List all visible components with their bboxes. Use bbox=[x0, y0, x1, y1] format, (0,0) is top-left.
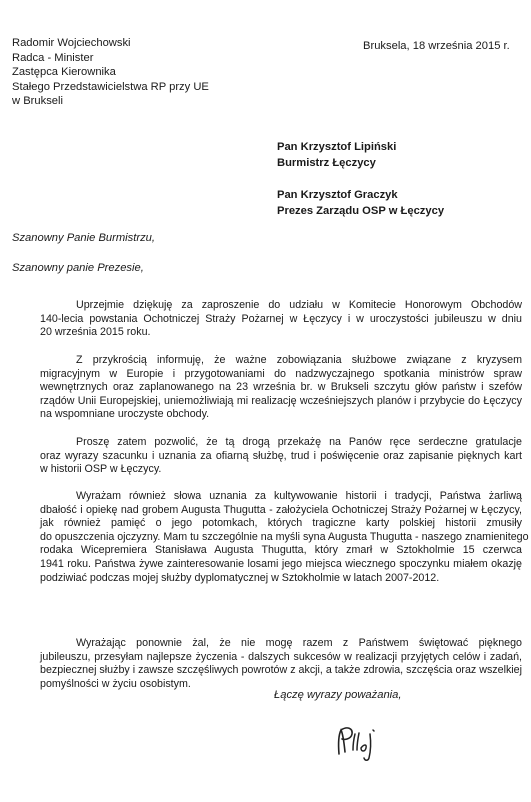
sender-city: w Brukseli bbox=[12, 95, 63, 108]
recipients-block bbox=[277, 140, 444, 219]
recipient-name: Pan Krzysztof Lipiński bbox=[277, 141, 397, 153]
salutation-mayor: Szanowny Panie Burmistrzu, bbox=[12, 232, 156, 244]
date-line: Bruksela, 18 września 2015 r. bbox=[363, 40, 510, 52]
paragraph-line: Wyrażając ponownie żal, że nie mogę razem z Państwem świętować pięknego bbox=[76, 637, 522, 649]
paragraph-line: jak również pamięć o jego potomkach, których tragiczne karty polskiej historii zmusiły bbox=[40, 517, 522, 530]
salutation-president: Szanowny panie Prezesie, bbox=[12, 262, 144, 274]
paragraph-congratulations bbox=[40, 436, 522, 477]
paragraph-line: na wspomniane uroczyste obchody. bbox=[40, 408, 210, 421]
closing-phrase: Łączę wyrazy poważania, bbox=[274, 689, 402, 701]
handwritten-signature bbox=[333, 720, 381, 762]
paragraph-line: rodaka Wicepremiera Stanisława Augusta Thugutta, który zmarł w Sztokholmie 15 czerwca bbox=[40, 544, 522, 557]
paragraph-line: pomyślności w życiu osobistym. bbox=[40, 677, 191, 690]
paragraph-line: migracyjnym w Europie i przygotowaniami do nadzwyczajnego spotkania ministrów spraw bbox=[40, 367, 522, 380]
sender-title: Radca - Minister bbox=[12, 51, 94, 64]
paragraph-thanks bbox=[40, 299, 522, 340]
sender-position: Zastępca Kierownika bbox=[12, 66, 116, 79]
paragraph-line: Uprzejmie dziękuję za zaproszenie do udziału w Komitecie Honorowym Obchodów bbox=[76, 299, 522, 311]
paragraph-line: Z przykrością informuję, że ważne zobowiązania służbowe związane z kryzysem bbox=[76, 354, 522, 366]
paragraph-line: 1941 roku. Państwa żywe zainteresowanie losami jego miejsca wiecznego spoczynku miałem okazję bbox=[40, 557, 522, 570]
sender-name: Radomir Wojciechowski bbox=[12, 37, 131, 49]
sender-block bbox=[12, 36, 209, 109]
paragraph-line: rządów Unii Europejskiej, uniemożliwiają mi realizację wcześniejszych planów i przybycie do Łęczycy bbox=[40, 394, 522, 407]
paragraph-line: 20 września 2015 roku. bbox=[40, 326, 151, 339]
paragraph-line: Wyrażam również słowa uznania za kultywowanie historii i tradycji, Państwa żarliwą bbox=[76, 490, 522, 502]
paragraph-line: wewnętrznych oraz zaplanowanego na 23 września br. w Brukseli szczytu głów państw i szefów bbox=[40, 381, 522, 394]
recipient-role: Burmistrz Łęczycy bbox=[277, 156, 376, 169]
paragraph-line: oraz wyrazy szacunku i uznania za ofiarną służbę, trud i poświęcenie oraz zapisanie pięknych kart bbox=[40, 449, 522, 462]
paragraph-line: jubileuszu, przesyłam najlepsze życzenia - dalszych sukcesów w realizacji przyjętych celów i zadań, bbox=[40, 650, 522, 663]
paragraph-tradition bbox=[40, 490, 529, 585]
recipient-president bbox=[277, 188, 444, 219]
paragraph-line: do opuszczenia ojczyzny. Mam tu szczególnie na myśli syna Augusta Thugutta - naszego znamienitego bbox=[40, 530, 529, 543]
recipient-role: Prezes Zarządu OSP w Łęczycy bbox=[277, 204, 445, 217]
paragraph-line: dbałość i opiekę nad grobem Augusta Thugutta - założyciela Ochotniczej Straży Pożarnej w Łęczycy, bbox=[40, 503, 522, 516]
paragraph-line: w historii OSP w Łęczycy. bbox=[40, 463, 162, 476]
paragraph-line: 140-lecia powstania Ochotniczej Straży Pożarnej w Łęczycy i w uroczystości jubileuszu w dniu bbox=[40, 312, 522, 325]
recipient-name: Pan Krzysztof Graczyk bbox=[277, 189, 398, 201]
paragraph-line: Proszę zatem pozwolić, że tą drogą przekażę na Panów ręce serdeczne gratulacje bbox=[76, 436, 522, 448]
recipient-mayor bbox=[277, 140, 444, 171]
paragraph-line: podziwiać podczas mojej służby dyplomatycznej w Sztokholmie w latach 2007-2012. bbox=[40, 571, 440, 584]
paragraph-line: bezpiecznej służby i zawsze szczęśliwych powrotów z akcji, a także zdrowia, szczęścia oraz wszelkiej bbox=[40, 664, 522, 677]
sender-office: Stałego Przedstawicielstwa RP przy UE bbox=[12, 80, 209, 93]
paragraph-wishes bbox=[40, 637, 522, 691]
paragraph-regret bbox=[40, 354, 522, 422]
